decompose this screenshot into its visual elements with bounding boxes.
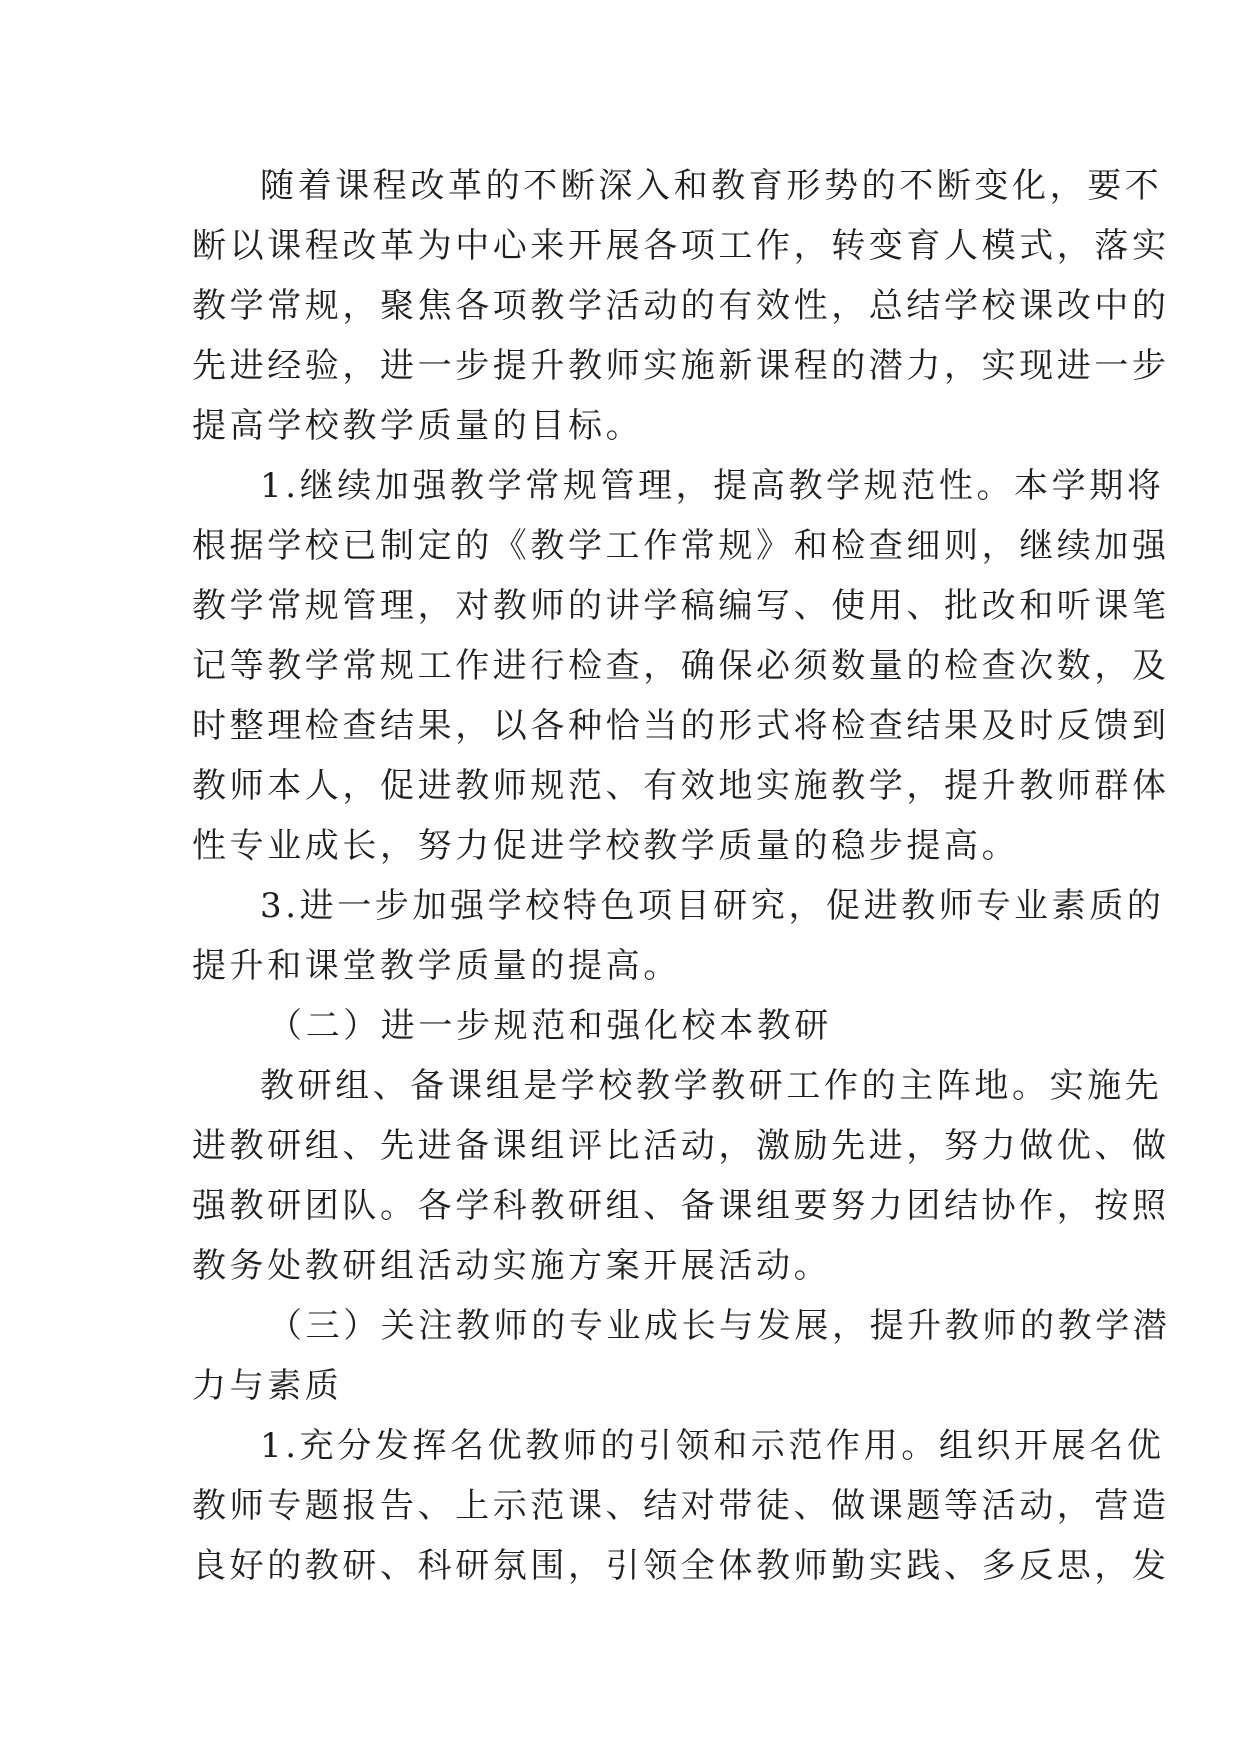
text-line: 提升和课堂教学质量的提高。: [192, 946, 681, 986]
text-line: 教务处教研组活动实施方案开展活动。: [192, 1246, 832, 1286]
text-line: 教研组、备课组是学校教学教研工作的主阵地。实施先: [260, 1066, 1163, 1106]
text-line: 进教研组、先进备课组评比活动，激励先进，努力做优、做: [192, 1126, 1170, 1166]
text-line: 教师专题报告、上示范课、结对带徒、做课题等活动，营造: [192, 1486, 1170, 1526]
text-line: 断以课程改革为中心来开展各项工作，转变育人模式，落实: [192, 226, 1170, 266]
paragraph-item-1-teaching-routine: [192, 456, 1170, 876]
text-line: 提高学校教学质量的目标。: [192, 406, 644, 446]
text-line: 根据学校已制定的《教学工作常规》和检查细则，继续加强: [192, 526, 1170, 566]
paragraph-item-1-excellent-teachers: [192, 1416, 1170, 1596]
text-line: 1.继续加强教学常规管理，提高教学规范性。本学期将: [260, 466, 1165, 506]
text-line: 时整理检查结果，以各种恰当的形式将检查结果及时反馈到: [192, 706, 1170, 746]
paragraph-teaching-groups: [192, 1056, 1170, 1296]
text-line: 良好的教研、科研氛围，引领全体教师勤实践、多反思，发: [192, 1546, 1170, 1586]
text-line: 随着课程改革的不断深入和教育形势的不断变化，要不: [260, 166, 1163, 206]
paragraph-intro: [192, 156, 1170, 456]
heading-line: （三）关注教师的专业成长与发展，提升教师的教学潜: [268, 1306, 1171, 1346]
text-line: 1.充分发挥名优教师的引领和示范作用。组织开展名优: [260, 1426, 1165, 1466]
heading-line: 力与素质: [192, 1366, 343, 1406]
text-line: 教学常规，聚焦各项教学活动的有效性，总结学校课改中的: [192, 286, 1170, 326]
text-line: 性专业成长，努力促进学校教学质量的稳步提高。: [192, 826, 1020, 866]
section-heading-2: [192, 996, 1042, 1056]
text-line: 教学常规管理，对教师的讲学稿编写、使用、批改和听课笔: [192, 586, 1170, 626]
text-line: 强教研团队。各学科教研组、备课组要努力团结协作，按照: [192, 1186, 1170, 1226]
heading-line: （二）进一步规范和强化校本教研: [268, 1006, 832, 1046]
paragraph-item-3-special-projects: [192, 876, 1165, 996]
text-line: 教师本人，促进教师规范、有效地实施教学，提升教师群体: [192, 766, 1170, 806]
text-line: 记等教学常规工作进行检查，确保必须数量的检查次数，及: [192, 646, 1170, 686]
text-line: 先进经验，进一步提升教师实施新课程的潜力，实现进一步: [192, 346, 1170, 386]
text-line: 3.进一步加强学校特色项目研究，促进教师专业素质的: [260, 886, 1165, 926]
document-body: [192, 156, 1171, 1596]
section-heading-3: [192, 1296, 1171, 1416]
